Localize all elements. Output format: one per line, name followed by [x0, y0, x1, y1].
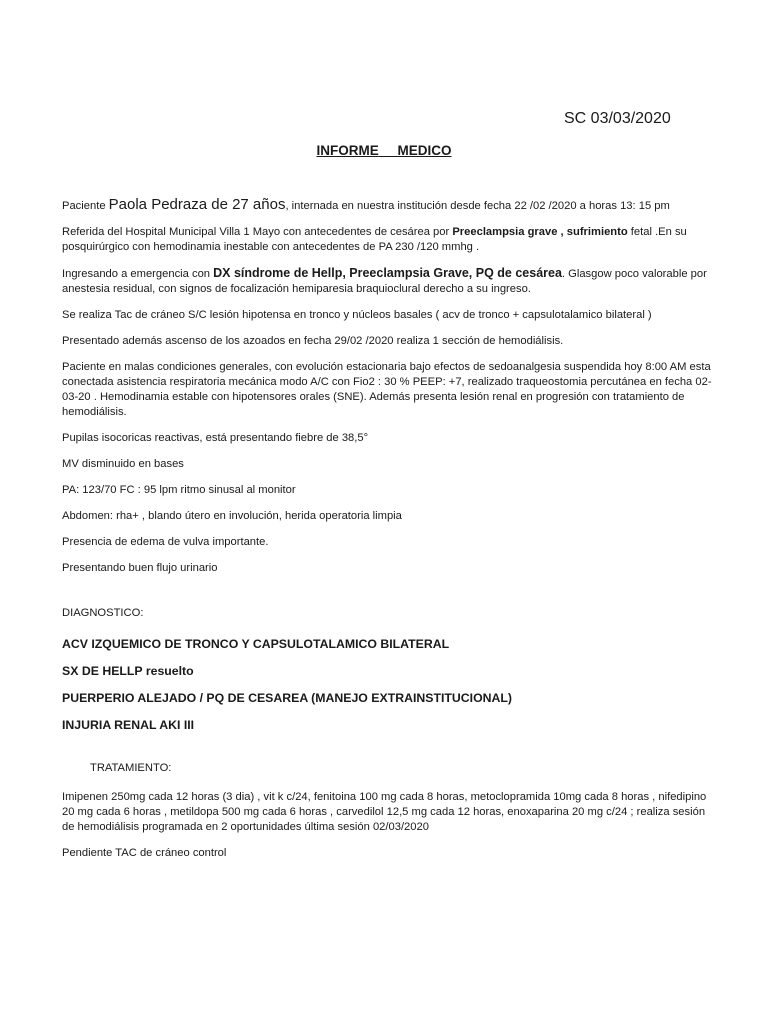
report-title	[0, 143, 768, 158]
admission-text: Ingresando a emergencia con	[62, 268, 214, 280]
diagnosis-item: PUERPERIO ALEJADO / PQ DE CESAREA (MANEJO EXTRAINSTITUCIONAL)	[62, 691, 513, 705]
vitals-paragraph: PA: 123/70 FC : 95 lpm ritmo sinusal al monitor	[62, 484, 296, 496]
referral-diagnosis: Preeclampsia grave , sufrimiento	[452, 226, 628, 238]
patient-admission: , internada en nuestra institución desde fecha 22 /02 /2020 a horas 13: 15 pm	[285, 200, 670, 212]
admission-text-end: . Glasgow poco valorable por anestesia residual, con signos de focalización hemiparesia braquioclural derecho a su ingreso.	[62, 268, 707, 295]
admission-paragraph	[62, 266, 720, 297]
referral-text-end: fetal .En su posquirúrgico con hemodinamia inestable con antecedentes de PA 230 /120 mmhg .	[62, 226, 687, 253]
report-body	[62, 197, 720, 872]
title-word-medico: MEDICO	[397, 143, 452, 158]
diagnosis-item: SX DE HELLP resuelto	[62, 664, 194, 678]
referral-paragraph	[62, 225, 720, 255]
patient-paragraph	[62, 197, 720, 214]
treatment-heading: TRATAMIENTO:	[90, 762, 172, 774]
diagnosis-heading: DIAGNOSTICO:	[62, 607, 144, 619]
urine-paragraph: Presentando buen flujo urinario	[62, 562, 218, 574]
treatment-paragraph: Imipenen 250mg cada 12 horas (3 dia) , vit k c/24, fenitoina 100 mg cada 8 horas, metoclopramida 10mg cada 8 horas , nifedipino 20 mg cada 6 horas , metildopa 500 mg cada 6 horas , carvedilol 12,5 mg cada 12 horas, enoxaparina 20 mg c/24 ; realiza sesión de hemodiálisis programada en 2 oportunidades última sesión 02/03/2020	[62, 791, 707, 833]
title-word-informe: INFORME	[316, 143, 379, 158]
edema-paragraph: Presencia de edema de vulva importante.	[62, 536, 269, 548]
report-date: SC 03/03/2020	[564, 110, 671, 127]
diagnosis-item: INJURIA RENAL AKI III	[62, 718, 195, 732]
admission-diagnosis: DX síndrome de Hellp, Preeclampsia Grave, PQ de cesárea	[213, 266, 562, 280]
referral-text: Referida del Hospital Municipal Villa 1 Mayo con antecedentes de cesárea por	[62, 226, 453, 238]
condition-paragraph: Paciente en malas condiciones generales, con evolución estacionaria bajo efectos de sedoanalgesia suspendida hoy 8:00 AM esta conectada asistencia respiratoria mecánica modo A/C con Fio2 : 30 % PEEP: +7, realizado traqueostomia percutánea en fecha 02-03-20 . Hemodinamia estable con hipotensores orales (SNE). Además presenta lesión renal en progresión con tratamiento de hemodiálisis.	[62, 361, 712, 418]
abdomen-paragraph: Abdomen: rha+ , blando útero en involución, herida operatoria limpia	[62, 510, 402, 522]
patient-prefix: Paciente	[62, 200, 109, 212]
pending-paragraph: Pendiente TAC de cráneo control	[62, 847, 227, 859]
dialysis-paragraph: Presentado además ascenso de los azoados en fecha 29/02 /2020 realiza 1 sección de hemodiálisis.	[62, 335, 564, 347]
ct-paragraph: Se realiza Tac de cráneo S/C lesión hipotensa en tronco y núcleos basales ( acv de tronco + capsulotalamico bilateral )	[62, 309, 652, 321]
pupils-paragraph: Pupilas isocoricas reactivas, está presentando fiebre de 38,5°	[62, 432, 369, 444]
diagnosis-item: ACV IZQUEMICO DE TRONCO Y CAPSULOTALAMICO BILATERAL	[62, 637, 450, 651]
patient-name: Paola Pedraza de 27 años	[108, 196, 286, 213]
mv-paragraph: MV disminuido en bases	[62, 458, 184, 470]
